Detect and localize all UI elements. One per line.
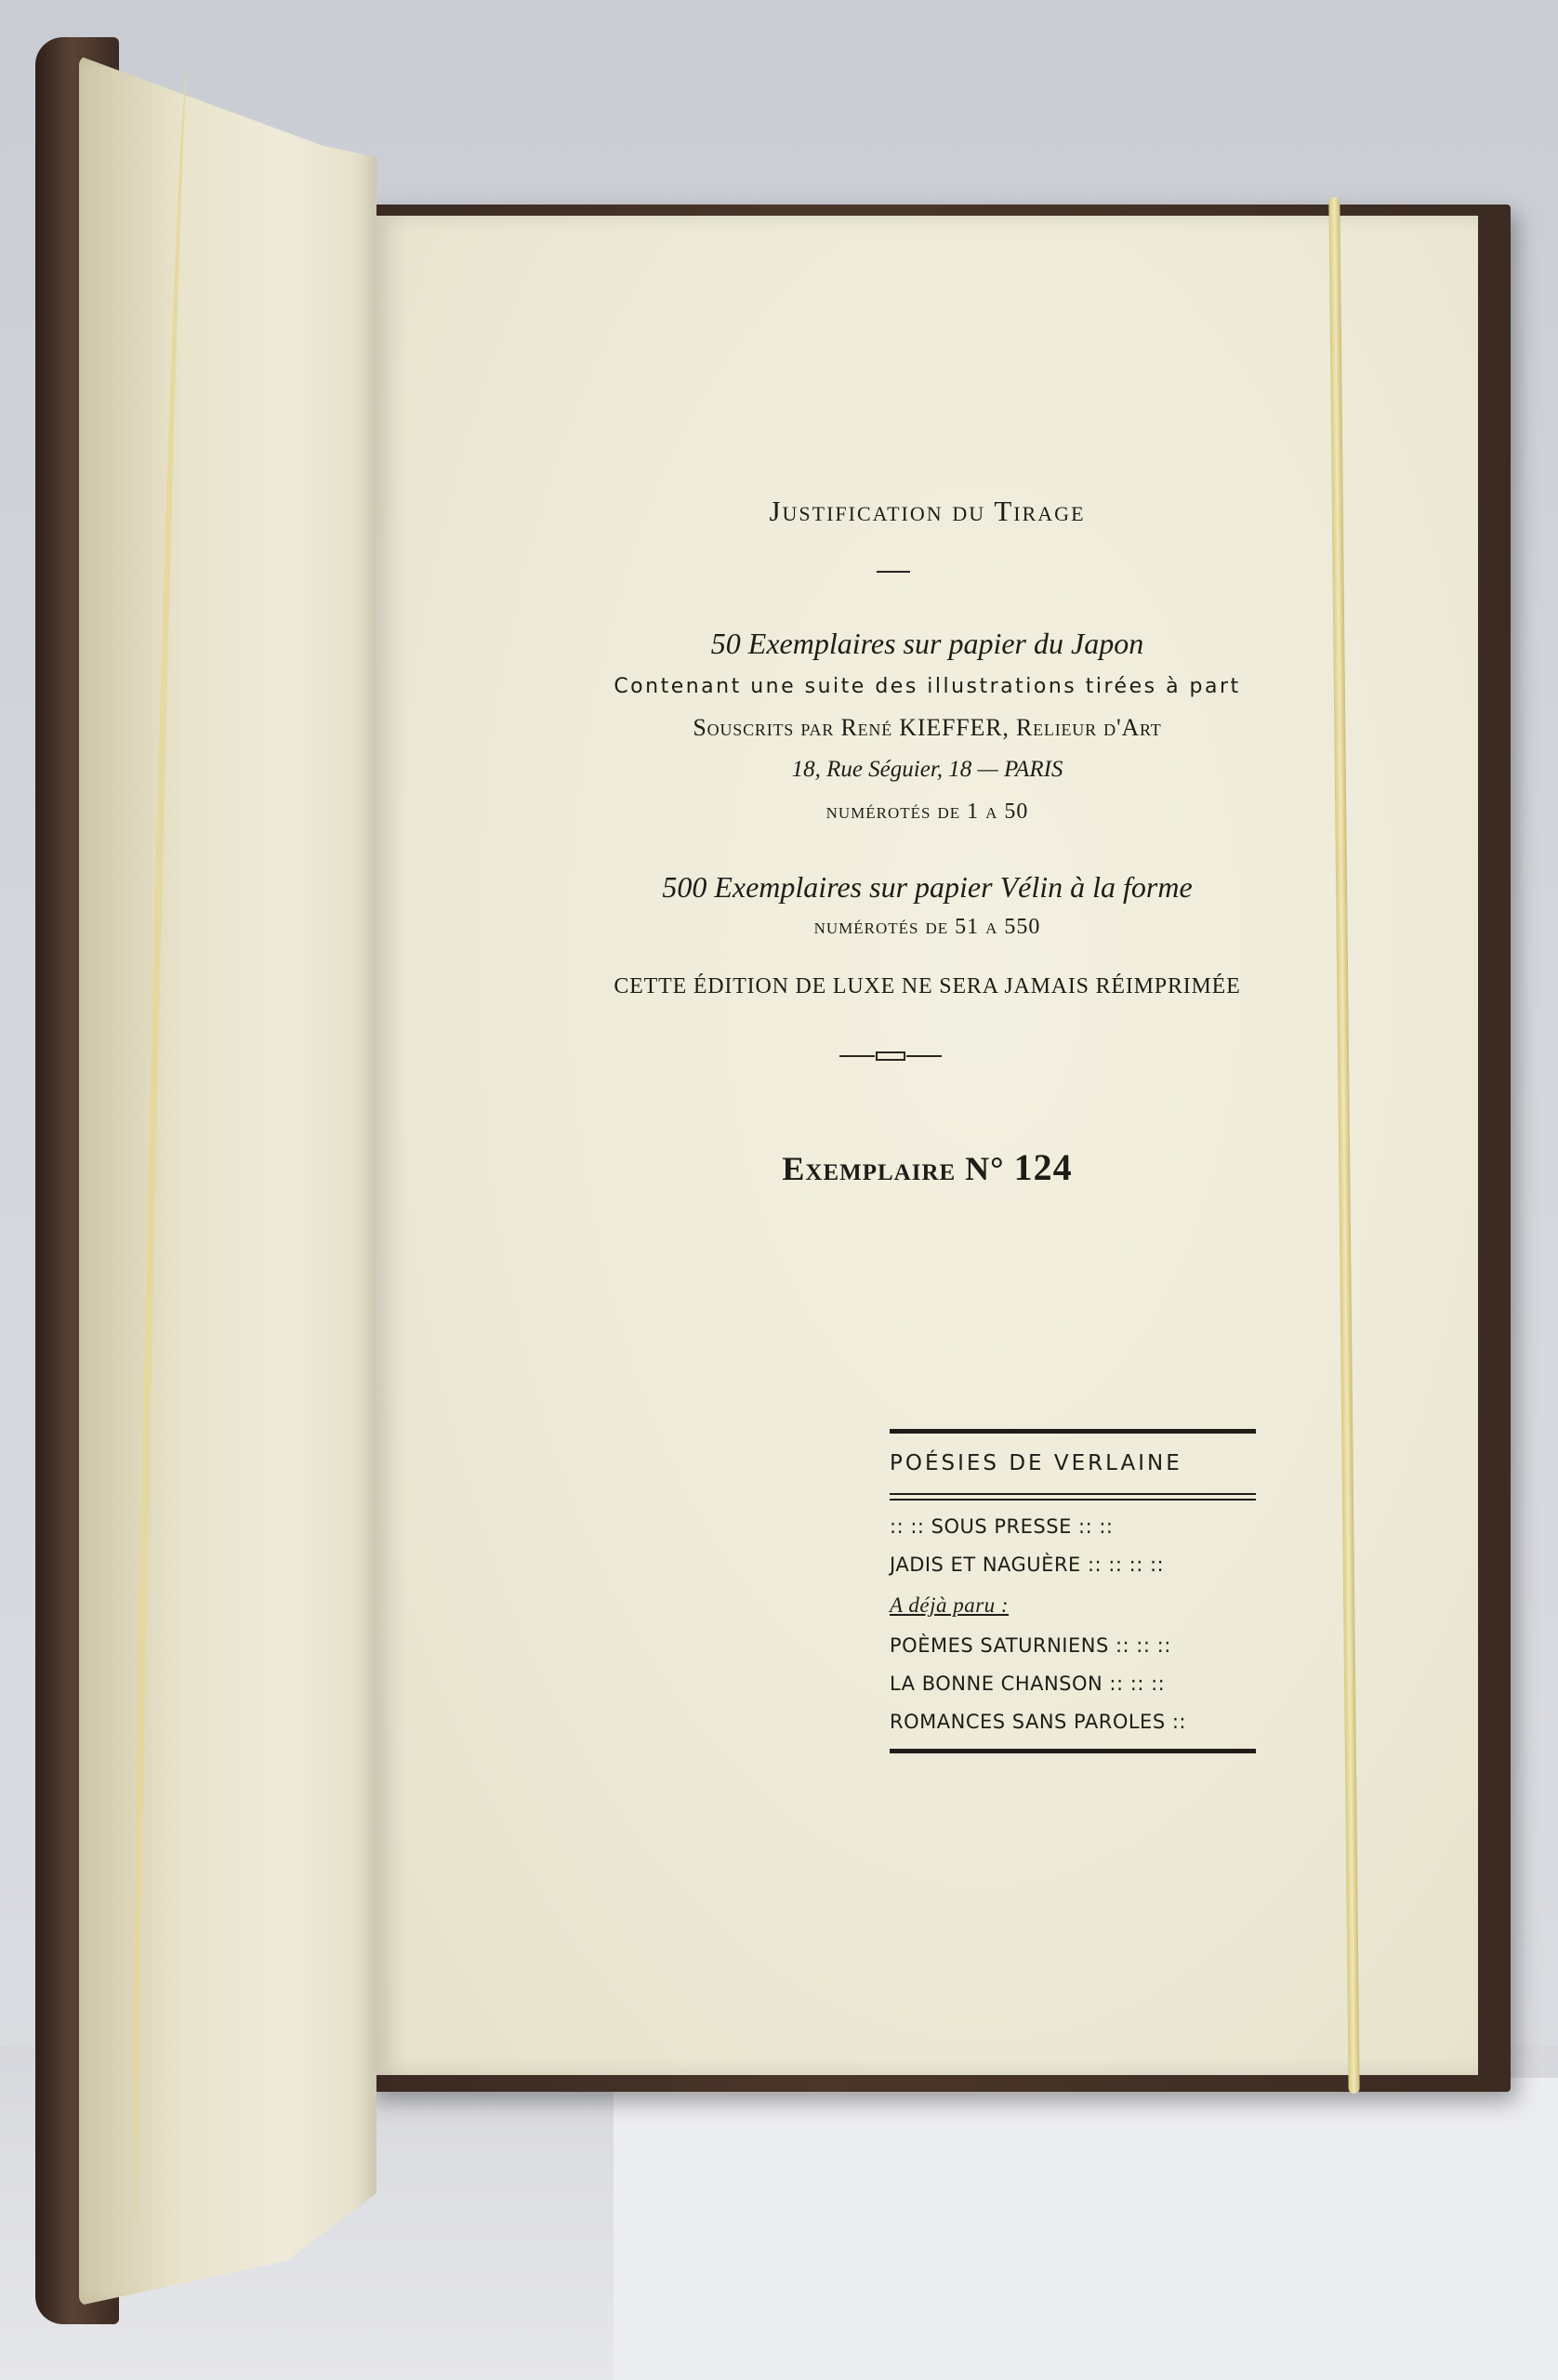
deja-paru-text: A déjà paru :: [890, 1593, 1010, 1617]
justification-title: Justification du Tirage: [769, 495, 1086, 527]
exemplaire-number: 124: [1013, 1146, 1073, 1188]
numerotes-velin: numérotés de 51 a 550: [813, 915, 1041, 939]
verlaine-box: [890, 1429, 1256, 1753]
cette-edition-line: CETTE ÉDITION DE LUXE NE SERA JAMAIS RÉIMPRIMÉE: [614, 974, 1241, 998]
contenant-line: Contenant une suite des illustrations tirées à part: [614, 675, 1241, 698]
edition-velin: 500 Exemplaires sur papier Vélin à la forme: [662, 870, 1193, 904]
numerotes-japon: numérotés de 1 a 50: [825, 800, 1029, 824]
souscrits-line: Souscrits par René KIEFFER, Relieur d'Art: [693, 714, 1162, 741]
list-item: ROMANCES SANS PAROLES ::: [890, 1711, 1186, 1733]
ornament-divider: [839, 1050, 942, 1063]
justification-page: [376, 216, 1478, 2075]
box-title: POÉSIES DE VERLAINE: [890, 1451, 1182, 1475]
paper-sheet: [614, 2078, 1558, 2380]
deja-paru-line: [890, 1584, 1256, 1627]
sous-presse-line: :: :: SOUS PRESSE :: ::: [890, 1515, 1114, 1538]
exemplaire-line: [376, 1145, 1478, 1189]
page-content: [376, 216, 1478, 2075]
jadis-line: JADIS ET NAGUÈRE :: :: :: ::: [890, 1554, 1165, 1576]
exemplaire-label: Exemplaire N°: [782, 1150, 1005, 1187]
list-item: POÈMES SATURNIENS :: :: ::: [890, 1634, 1171, 1657]
address-line: 18, Rue Séguier, 18 — PARIS: [791, 757, 1063, 782]
title-dash: [877, 571, 910, 573]
edition-japon: 50 Exemplaires sur papier du Japon: [710, 627, 1144, 660]
box-bottom-rule: [890, 1749, 1256, 1753]
list-item: LA BONNE CHANSON :: :: ::: [890, 1673, 1166, 1695]
flyleaf-page: [79, 56, 376, 2306]
